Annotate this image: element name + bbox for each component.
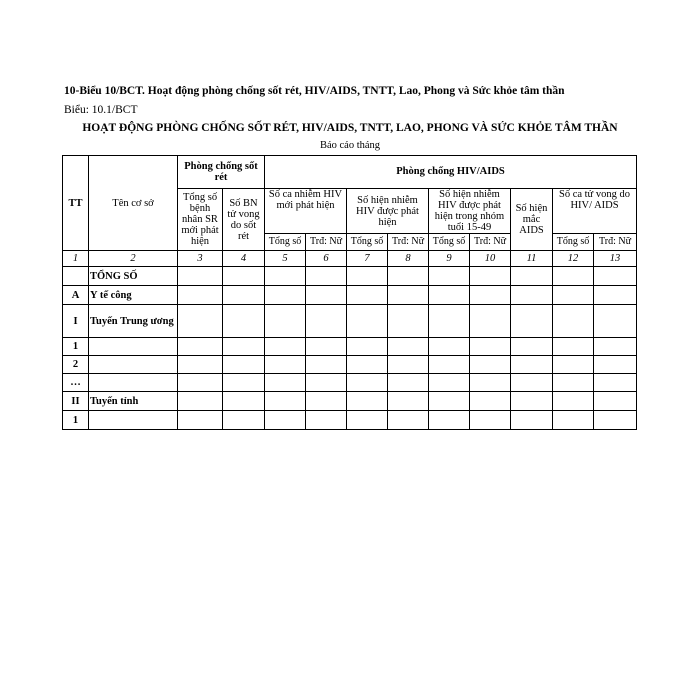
subheader-female: Trđ: Nữ (470, 234, 511, 251)
table-cell (511, 267, 553, 286)
table-cell (265, 411, 306, 430)
column-number: 13 (594, 251, 637, 267)
report-table (62, 155, 637, 430)
table-cell (347, 392, 388, 411)
table-cell (511, 411, 553, 430)
row-tt: II (63, 392, 89, 411)
table-cell (429, 305, 470, 338)
table-cell (594, 267, 637, 286)
header-malaria-patients: Tổng số bệnh nhân SR mới phát hiện (178, 189, 223, 251)
table-cell (306, 374, 347, 392)
table-cell (470, 411, 511, 430)
table-cell (306, 286, 347, 305)
table-cell (347, 374, 388, 392)
table-cell (265, 338, 306, 356)
table-cell (178, 267, 223, 286)
header-aids-current: Số hiện mắc AIDS (511, 189, 553, 251)
column-number: 2 (89, 251, 178, 267)
table-cell (223, 286, 265, 305)
column-number: 9 (429, 251, 470, 267)
header-group-hiv: Phòng chống HIV/AIDS (265, 156, 637, 189)
table-cell (178, 338, 223, 356)
table-cell (594, 286, 637, 305)
subheader-female: Trđ: Nữ (306, 234, 347, 251)
table-cell (553, 286, 594, 305)
column-number: 10 (470, 251, 511, 267)
table-cell (265, 392, 306, 411)
table-cell (223, 356, 265, 374)
table-cell (388, 338, 429, 356)
table-cell (553, 374, 594, 392)
table-cell (388, 305, 429, 338)
table-cell (511, 356, 553, 374)
table-row (63, 392, 637, 411)
subheader-total: Tổng số (347, 234, 388, 251)
column-number: 11 (511, 251, 553, 267)
table-cell (306, 392, 347, 411)
column-number: 12 (553, 251, 594, 267)
table-cell (470, 267, 511, 286)
table-cell (347, 267, 388, 286)
table-cell (553, 356, 594, 374)
table-row (63, 286, 637, 305)
header-facility: Tên cơ sở (89, 156, 178, 251)
column-number: 4 (223, 251, 265, 267)
table-cell (347, 305, 388, 338)
table-cell (347, 411, 388, 430)
table-cell (594, 338, 637, 356)
row-name (89, 338, 178, 356)
table-cell (388, 374, 429, 392)
table-row (63, 338, 637, 356)
table-cell (306, 356, 347, 374)
column-number: 6 (306, 251, 347, 267)
table-row (63, 411, 637, 430)
table-cell (511, 392, 553, 411)
table-cell (470, 305, 511, 338)
table-cell (306, 305, 347, 338)
row-name: Y tế công (89, 286, 178, 305)
row-name (89, 411, 178, 430)
row-tt: A (63, 286, 89, 305)
table-cell (594, 411, 637, 430)
report-period: Báo cáo tháng (319, 140, 381, 151)
report-title: HOẠT ĐỘNG PHÒNG CHỐNG SỐT RÉT, HIV/AIDS, TNTT, LAO, PHONG VÀ SỨC KHỎE TÂM THẦN (82, 122, 618, 134)
table-row (63, 267, 637, 286)
row-tt: … (63, 374, 89, 392)
subheader-total: Tổng số (429, 234, 470, 251)
table-cell (178, 356, 223, 374)
table-cell (347, 356, 388, 374)
table-cell (553, 267, 594, 286)
row-tt: 1 (63, 338, 89, 356)
table-cell (178, 374, 223, 392)
header-group-malaria: Phòng chống sốt rét (178, 156, 265, 189)
column-number: 5 (265, 251, 306, 267)
table-cell (594, 374, 637, 392)
column-number: 7 (347, 251, 388, 267)
table-cell (553, 338, 594, 356)
table-cell (429, 392, 470, 411)
table-cell (265, 305, 306, 338)
table-cell (388, 286, 429, 305)
table-cell (223, 338, 265, 356)
table-cell (553, 411, 594, 430)
table-cell (470, 392, 511, 411)
table-cell (265, 267, 306, 286)
table-cell (594, 392, 637, 411)
table-cell (511, 374, 553, 392)
header-hiv-new: Số ca nhiễm HIV mới phát hiện (265, 189, 347, 234)
subheader-female: Trđ: Nữ (388, 234, 429, 251)
table-cell (178, 286, 223, 305)
header-hiv-current: Số hiện nhiễm HIV được phát hiện (347, 189, 429, 234)
table-cell (306, 411, 347, 430)
table-cell (429, 286, 470, 305)
table-cell (470, 338, 511, 356)
table-cell (511, 305, 553, 338)
table-cell (594, 356, 637, 374)
table-cell (594, 305, 637, 338)
column-number: 8 (388, 251, 429, 267)
row-tt: I (63, 305, 89, 338)
subheader-total: Tổng số (265, 234, 306, 251)
row-name (89, 374, 178, 392)
table-cell (429, 374, 470, 392)
row-name: Tuyến Trung ương (89, 305, 178, 338)
table-cell (429, 267, 470, 286)
table-cell (306, 267, 347, 286)
table-cell (178, 392, 223, 411)
row-name (89, 356, 178, 374)
table-cell (470, 374, 511, 392)
header-hiv-deaths: Số ca tử vong do HIV/ AIDS (553, 189, 637, 234)
table-cell (223, 411, 265, 430)
table-cell (223, 305, 265, 338)
subheader-total: Tổng số (553, 234, 594, 251)
table-cell (511, 286, 553, 305)
table-cell (470, 286, 511, 305)
table-cell (347, 286, 388, 305)
table-cell (223, 392, 265, 411)
row-tt: 1 (63, 411, 89, 430)
header-malaria-deaths: Số BN tử vong do sốt rét (223, 189, 265, 251)
row-tt: 2 (63, 356, 89, 374)
header-tt: TT (63, 156, 89, 251)
table-cell (388, 392, 429, 411)
column-number-row (63, 251, 637, 267)
table-cell (223, 267, 265, 286)
header-hiv-age-group: Số hiện nhiễm HIV được phát hiện trong nhóm tuổi 15-49 (429, 189, 511, 234)
table-row (63, 374, 637, 392)
table-cell (429, 356, 470, 374)
table-row (63, 356, 637, 374)
table-cell (388, 267, 429, 286)
form-code: Biểu: 10.1/BCT (64, 104, 138, 116)
page-heading: 10-Biểu 10/BCT. Hoạt động phòng chống sốt rét, HIV/AIDS, TNTT, Lao, Phong và Sức khỏe tâm thần (64, 85, 565, 97)
table-cell (429, 411, 470, 430)
column-number: 3 (178, 251, 223, 267)
table-cell (553, 305, 594, 338)
table-cell (223, 374, 265, 392)
table-cell (470, 356, 511, 374)
table-cell (388, 411, 429, 430)
table-cell (347, 338, 388, 356)
table-cell (306, 338, 347, 356)
table-cell (265, 356, 306, 374)
column-number: 1 (63, 251, 89, 267)
row-tt (63, 267, 89, 286)
table-cell (178, 411, 223, 430)
table-cell (429, 338, 470, 356)
row-name: Tuyến tỉnh (89, 392, 178, 411)
table-cell (511, 338, 553, 356)
table-cell (265, 374, 306, 392)
table-cell (553, 392, 594, 411)
table-cell (265, 286, 306, 305)
table-row (63, 305, 637, 338)
row-name: TỔNG SỐ (89, 267, 178, 286)
subheader-female: Trđ: Nữ (594, 234, 637, 251)
table-cell (388, 356, 429, 374)
table-cell (178, 305, 223, 338)
